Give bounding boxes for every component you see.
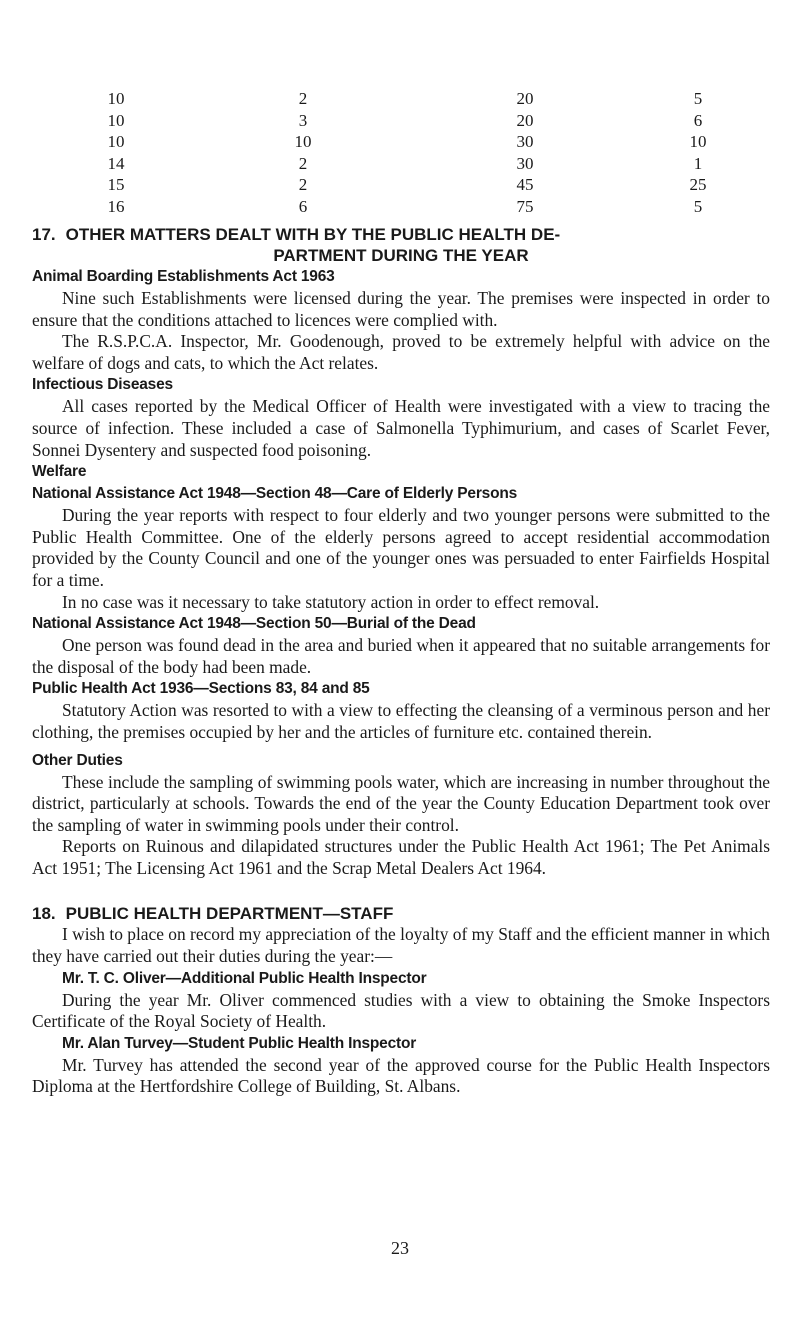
table-row [60,110,780,132]
animal-boarding-paragraph-1: Nine such Establishments were licensed during the year. The premises were inspected in order to ensure that the conditions attached to licences were complied with. [32,288,770,330]
table-cell: 15 [107,175,125,194]
public-health-act-heading: Public Health Act 1936—Sections 83, 84 and 85 [32,680,370,698]
table-cell: 25 [689,175,707,194]
table-cell: 10 [107,132,125,151]
table-cell: 30 [516,132,534,151]
table-cell: 1 [693,153,703,173]
table-cell: 2 [298,89,308,108]
section-18-title-text: PUBLIC HEALTH DEPARTMENT—STAFF [65,904,394,924]
section-17-title-line1: OTHER MATTERS DEALT WITH BY THE PUBLIC HEALTH DE- [65,225,561,244]
table-cell: 5 [693,196,703,216]
table-cell: 2 [298,153,308,173]
table-cell: 10 [294,132,312,151]
section-18-title [32,903,770,924]
table-cell: 2 [298,175,308,194]
oliver-paragraph: During the year Mr. Oliver commenced studies with a view to obtaining the Smoke Inspectors Certificate of the Royal Society of Health. [32,989,770,1032]
burial-of-dead-paragraph: One person was found dead in the area and buried when it appeared that no suitable arrangements for the disposal of the body had been made. [32,635,770,677]
table-cell: 6 [298,196,308,216]
table-cell: 45 [516,175,534,194]
care-of-elderly-paragraph-1: During the year reports with respect to four elderly and two younger persons were submitted to the Public Health Committee. One of the elderly persons agreed to accept residential accommodation provided by the County Council and one of the younger ones was persuaded to enter Fairfields Hospital for a time. [32,505,770,590]
data-table [60,88,780,217]
welfare-heading: Welfare [32,463,87,481]
section-17-title-line2: PARTMENT DURING THE YEAR [273,246,529,265]
table-row [60,88,780,110]
section-17-number: 17. [32,225,56,244]
table-row [60,131,780,153]
animal-boarding-paragraph-2: The R.S.P.C.A. Inspector, Mr. Goodenough, proved to be extremely helpful with advice on the welfare of dogs and cats, to which the Act relates. [32,331,770,373]
table-cell: 16 [107,196,125,216]
public-health-act-paragraph: Statutory Action was resorted to with a view to effecting the cleansing of a verminous person and her clothing, the premises occupied by her and the articles of furniture etc. contained therein. [32,700,770,742]
table-cell: 20 [516,89,534,108]
burial-of-dead-heading: National Assistance Act 1948—Section 50—Burial of the Dead [32,615,476,633]
table-cell: 10 [689,132,707,151]
report-body [32,224,770,1098]
page-number: 23 [391,1238,409,1258]
animal-boarding-heading: Animal Boarding Establishments Act 1963 [32,268,335,285]
infectious-diseases-heading: Infectious Diseases [32,376,173,394]
section-17-title [32,224,770,266]
care-of-elderly-paragraph-2: In no case was it necessary to take statutory action in order to effect removal. [62,591,600,612]
turvey-paragraph: Mr. Turvey has attended the second year of the approved course for the Public Health Inspectors Diploma at the Hertfordshire College of Building, St. Albans. [32,1054,770,1097]
table-cell: 75 [516,196,534,216]
table-body [60,88,780,217]
table-cell: 6 [693,110,703,130]
table-cell: 30 [516,153,534,173]
care-of-elderly-heading: National Assistance Act 1948—Section 48—Care of Elderly Persons [32,485,518,503]
staff-intro-paragraph: I wish to place on record my appreciation of the loyalty of my Staff and the efficient manner in which they have carried out their duties during the year:— [32,924,770,967]
other-duties-paragraph-2: Reports on Ruinous and dilapidated structures under the Public Health Act 1961; The Pet Animals Act 1951; The Licensing Act 1961 and the Scrap Metal Dealers Act 1964. [32,836,770,878]
turvey-heading: Mr. Alan Turvey—Student Public Health Inspector [62,1034,417,1052]
oliver-heading: Mr. T. C. Oliver—Additional Public Health Inspector [62,969,427,987]
table-cell: 5 [693,89,703,108]
other-duties-paragraph-1: These include the sampling of swimming pools water, which are increasing in number throughout the district, particularly at schools. Towards the end of the year the County Education Department took over the sampling of water in swimming pools under their control. [32,771,770,835]
table-cell: 14 [107,153,125,173]
table-row [60,196,780,218]
table-cell: 3 [298,110,308,130]
table-row [60,174,780,196]
section-18-number: 18. [32,904,56,924]
table-cell: 10 [107,110,125,130]
table-cell: 20 [516,110,534,130]
table-cell: 10 [107,89,125,108]
table-row [60,153,780,175]
infectious-diseases-paragraph: All cases reported by the Medical Officer of Health were investigated with a view to tracing the source of infection. These included a case of Salmonella Typhimurium, and cases of Scarlet Fever, Sonnei Dysentery and suspected food poisoning. [32,396,770,460]
other-duties-heading: Other Duties [32,751,123,769]
